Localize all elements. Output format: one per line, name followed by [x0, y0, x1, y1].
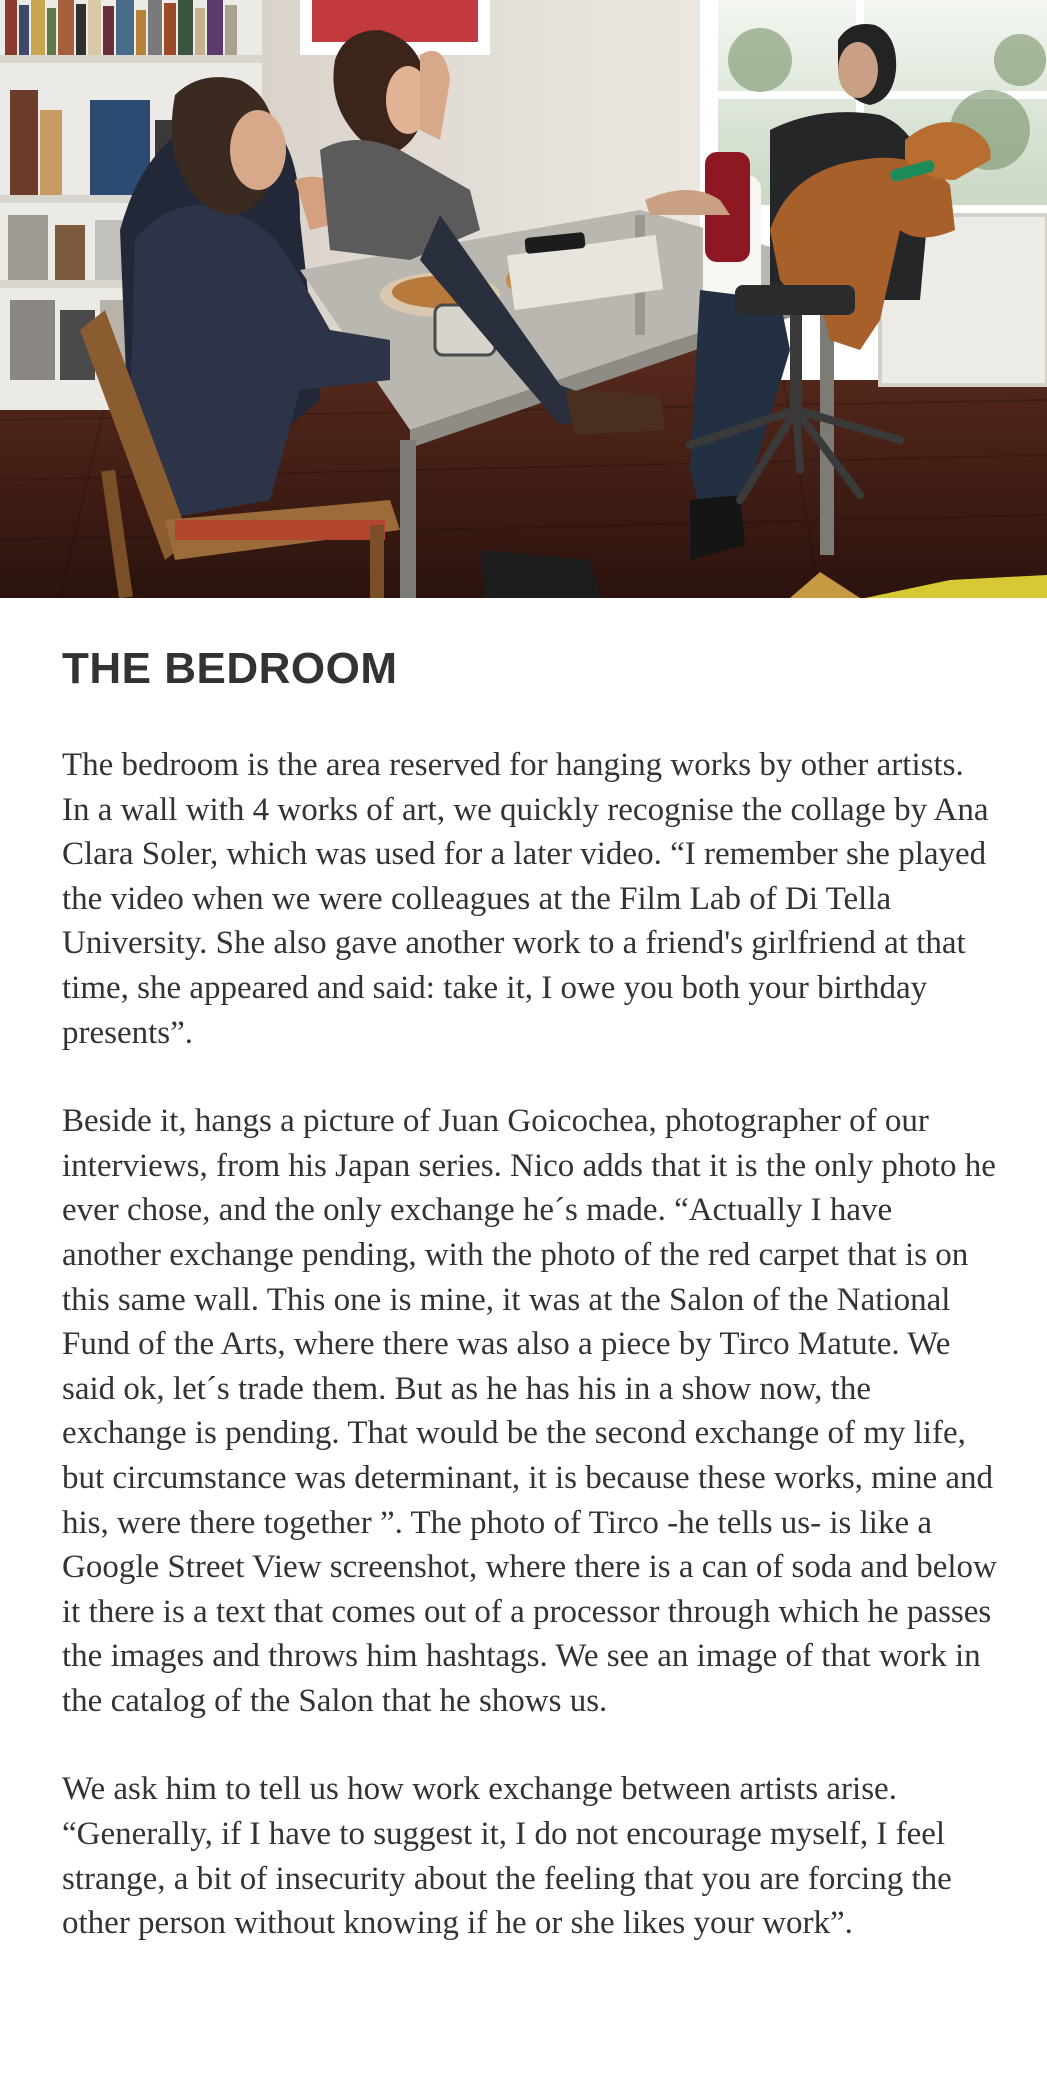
hero-photo	[0, 0, 1047, 598]
article-paragraph: Beside it, hangs a picture of Juan Goicochea, photographer of our interviews, from his Japan series. Nico adds that it is the only photo he ever chose, and the only exchange he´s made. “Actually I have another exchange pending, with the photo of the red carpet that is on this same wall. This one is mine, it was at the Salon of the National Fund of the Arts, where there was also a piece by Tirco Matute. We said ok, let´s trade them. But as he has his in a show now, the exchange is pending. That would be the second exchange of my life, but circumstance was determinant, it is because these works, mine and his, were there together ”. The photo of Tirco -he tells us- is like a Google Street View screenshot, where there is a can of soda and below it there is a text that comes out of a processor through which he passes the images and throws him hashtags. We see an image of that work in the catalog of the Salon that he shows us.	[62, 1103, 997, 1719]
article	[62, 598, 997, 1946]
article-title: THE BEDROOM	[62, 644, 398, 693]
article-paragraph: We ask him to tell us how work exchange between artists arise. “Generally, if I have to suggest it, I do not encourage myself, I feel strange, a bit of insecurity about the feeling that you are forcing the other person without knowing if he or she likes your work”.	[62, 1771, 952, 1942]
article-paragraph: The bedroom is the area reserved for hanging works by other artists. In a wall with 4 works of art, we quickly recognise the collage by Ana Clara Soler, which was used for a later video. “I remember she played the video when we were colleagues at the Film Lab of Di Tella University. She also gave another work to a friend's girlfriend at that time, she appeared and said: take it, I owe you both your birthday presents”.	[62, 747, 989, 1051]
hero-photo-illustration	[0, 0, 1047, 598]
